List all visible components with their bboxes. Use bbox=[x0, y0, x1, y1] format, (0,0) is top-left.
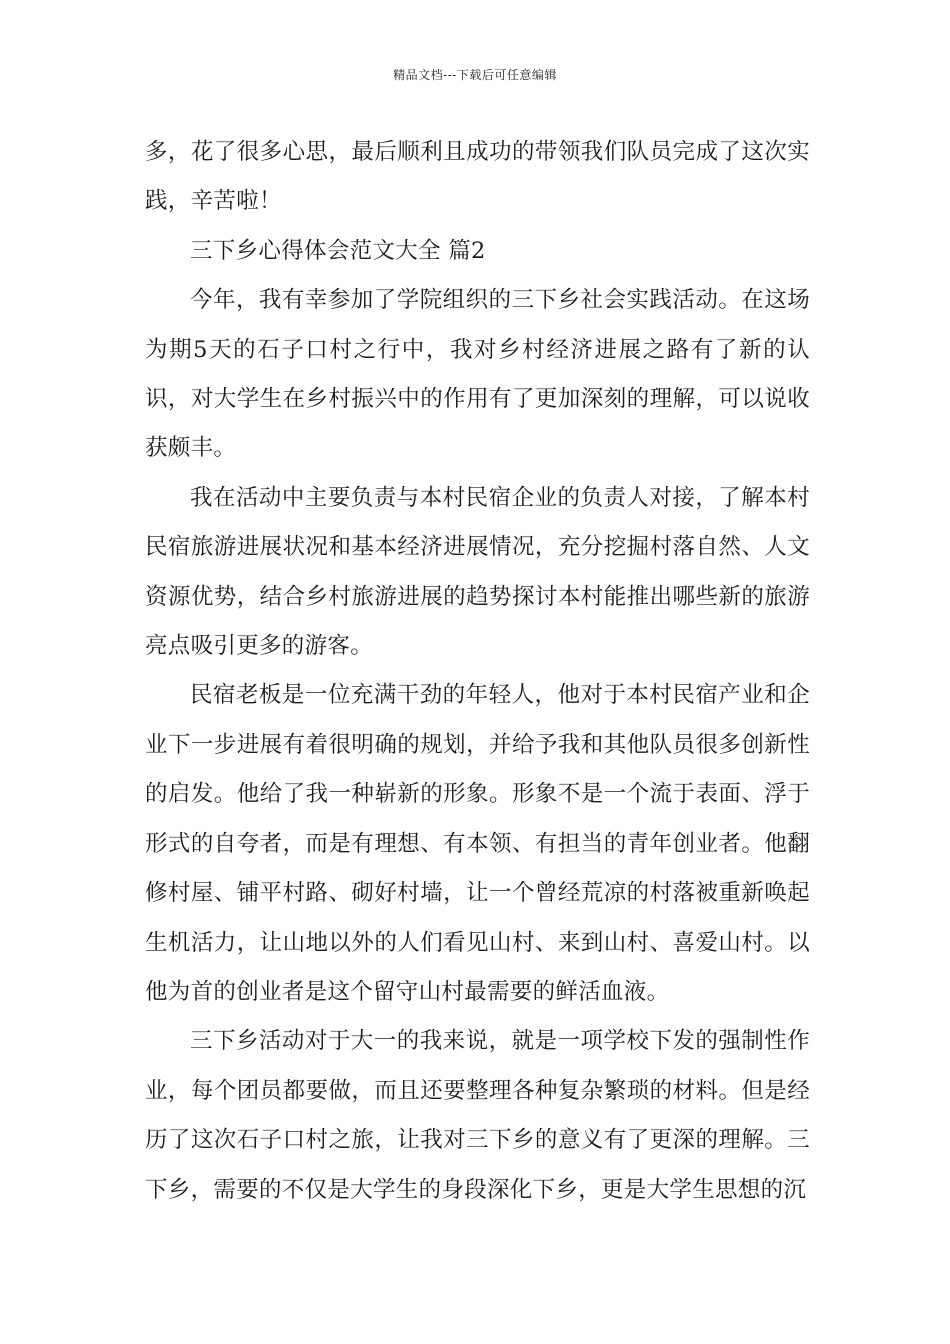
section-heading: 三下乡心得体会范文大全 篇2 bbox=[190, 237, 486, 264]
paragraph: 我在活动中主要负责与本村民宿企业的负责人对接，了解本村民宿旅游进展状况和基本经济进展情况，充分挖掘村落自然、人文资源优势，结合乡村旅游进展的趋势探讨本村能推出哪些新的旅游亮点吸引更多的游客。 bbox=[145, 484, 810, 660]
paragraph-continued: 多，花了很多心思，最后顺利且成功的带领我们队员完成了这次实践，辛苦啦！ bbox=[145, 139, 810, 215]
paragraph: 三下乡活动对于大一的我来说，就是一项学校下发的强制性作业，每个团员都要做，而且还要整理各种复杂繁琐的材料。但是经历了这次石子口村之旅，让我对三下乡的意义有了更深的理解。三下乡，需要的不仅是大学生的身段深化下乡，更是大学生思想的沉 bbox=[145, 1028, 810, 1203]
paragraph: 民宿老板是一位充满干劲的年轻人，他对于本村民宿产业和企业下一步进展有着很明确的规划，并给予我和其他队员很多创新性的启发。他给了我一种崭新的形象。形象不是一个流于表面、浮于形式的自夸者，而是有理想、有本领、有担当的青年创业者。他翻修村屋、铺平村路、砌好村墙，让一个曾经荒凉的村落被重新唤起生机活力，让山地以外的人们看见山村、来到山村、喜爱山村。以他为首的创业者是这个留守山村最需要的鲜活血液。 bbox=[145, 682, 810, 1005]
paragraph: 今年，我有幸参加了学院组织的三下乡社会实践活动。在这场为期5天的石子口村之行中，我对乡村经济进展之路有了新的认识，对大学生在乡村振兴中的作用有了更加深刻的理解，可以说收获颇丰。 bbox=[145, 287, 810, 462]
page-header: 精品文档---下载后可任意编辑 bbox=[393, 68, 557, 82]
document-body bbox=[145, 128, 810, 1215]
